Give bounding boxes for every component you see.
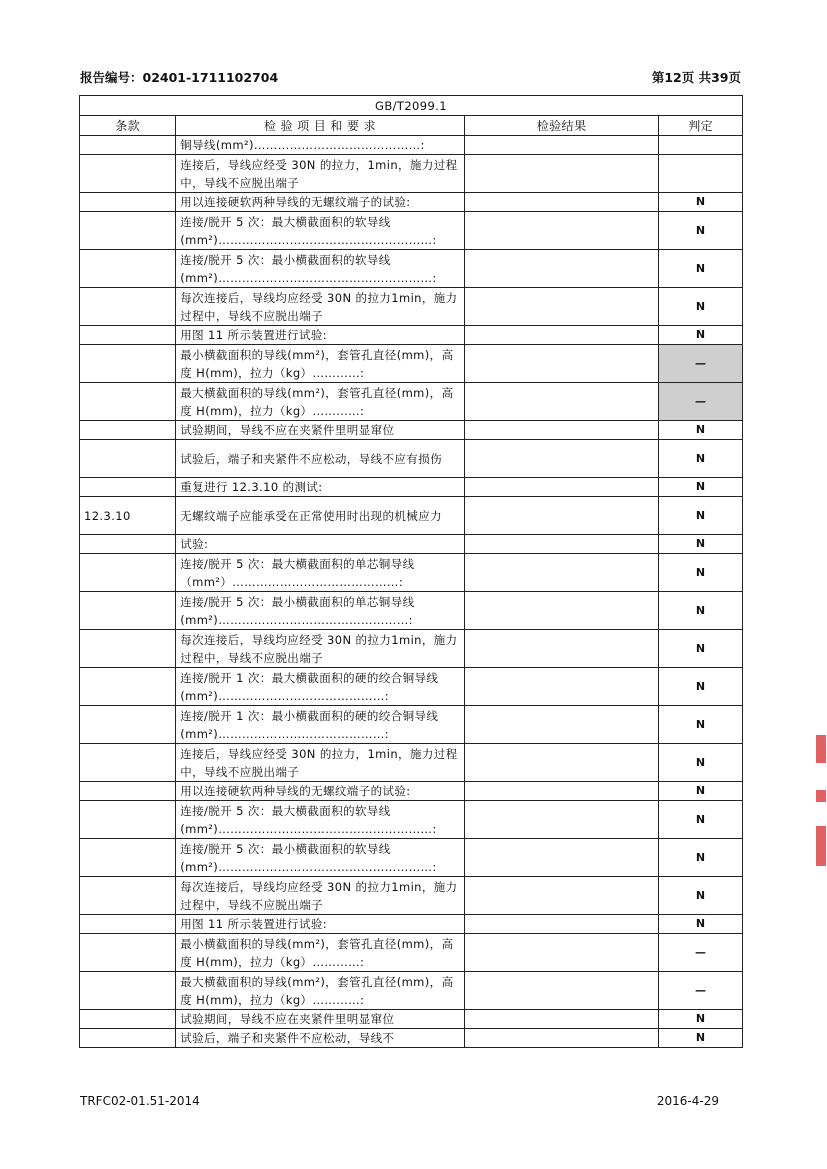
- table-row: [80, 706, 743, 744]
- table-row: [80, 250, 743, 288]
- cell-result: [464, 1029, 659, 1048]
- table-row: [80, 782, 743, 801]
- cell-result: [464, 915, 659, 934]
- cell-verdict: N: [659, 877, 743, 915]
- cell-clause: [80, 212, 176, 250]
- table-row: [80, 478, 743, 497]
- cell-item: 每次连接后，导线均应经受 30N 的拉力1min，施力过程中，导线不应脱出端子: [176, 288, 465, 326]
- cell-clause: [80, 136, 176, 155]
- cell-item: 试验后，端子和夹紧件不应松动，导线不: [176, 1029, 465, 1048]
- table-row: [80, 1010, 743, 1029]
- cell-item: 最大横截面积的导线(mm²)，套管孔直径(mm)，高度 H(mm)，拉力（kg）…………:: [176, 383, 465, 421]
- cell-clause: [80, 554, 176, 592]
- cell-verdict: N: [659, 326, 743, 345]
- cell-item: 连接/脱开 5 次：最大横截面积的软导线(mm²)………………………………………………:: [176, 212, 465, 250]
- cell-result: [464, 592, 659, 630]
- cell-clause: [80, 326, 176, 345]
- table-row: [80, 668, 743, 706]
- cell-result: [464, 972, 659, 1010]
- cell-result: [464, 212, 659, 250]
- cell-clause: [80, 782, 176, 801]
- cell-result: [464, 155, 659, 193]
- cell-item: 连接/脱开 5 次：最大横截面积的软导线(mm²)………………………………………………:: [176, 801, 465, 839]
- cell-verdict: N: [659, 592, 743, 630]
- cell-verdict: —: [659, 972, 743, 1010]
- cell-clause: [80, 801, 176, 839]
- cell-result: [464, 383, 659, 421]
- column-header-result: 检验结果: [464, 116, 659, 136]
- cell-result: [464, 535, 659, 554]
- cell-clause: [80, 706, 176, 744]
- table-row: [80, 383, 743, 421]
- cell-verdict: —: [659, 934, 743, 972]
- cell-result: [464, 744, 659, 782]
- table-row: [80, 136, 743, 155]
- cell-verdict: N: [659, 782, 743, 801]
- cell-verdict: N: [659, 554, 743, 592]
- form-number: TRFC02-01.51-2014: [80, 1094, 200, 1108]
- column-header-clause: 条款: [80, 116, 176, 136]
- cell-clause: [80, 630, 176, 668]
- cell-result: [464, 554, 659, 592]
- cell-clause: [80, 1029, 176, 1048]
- cell-verdict: N: [659, 421, 743, 440]
- table-row: [80, 801, 743, 839]
- standard-name: GB/T2099.1: [80, 96, 743, 116]
- cell-verdict: N: [659, 1010, 743, 1029]
- cell-verdict: N: [659, 535, 743, 554]
- cell-item: 连接/脱开 5 次：最小横截面积的软导线(mm²)………………………………………………:: [176, 839, 465, 877]
- table-row: [80, 155, 743, 193]
- cell-verdict: N: [659, 288, 743, 326]
- cell-clause: 12.3.10: [80, 497, 176, 535]
- cell-clause: [80, 839, 176, 877]
- cell-verdict: N: [659, 706, 743, 744]
- cell-result: [464, 136, 659, 155]
- cell-result: [464, 668, 659, 706]
- cell-clause: [80, 972, 176, 1010]
- table-row: [80, 934, 743, 972]
- cell-clause: [80, 345, 176, 383]
- cell-verdict: N: [659, 193, 743, 212]
- cell-result: [464, 440, 659, 478]
- cell-verdict: [659, 136, 743, 155]
- cell-clause: [80, 877, 176, 915]
- cell-result: [464, 934, 659, 972]
- cell-verdict: —: [659, 383, 743, 421]
- cell-verdict: N: [659, 744, 743, 782]
- stamp-mark-fragment: [816, 790, 826, 802]
- cell-verdict: N: [659, 478, 743, 497]
- stamp-mark-fragment: [816, 735, 826, 763]
- table-row: [80, 440, 743, 478]
- cell-item: 连接后，导线应经受 30N 的拉力，1min，施力过程中，导线不应脱出端子: [176, 744, 465, 782]
- cell-clause: [80, 250, 176, 288]
- cell-clause: [80, 421, 176, 440]
- cell-item: 连接/脱开 5 次：最小横截面积的软导线(mm²)………………………………………………:: [176, 250, 465, 288]
- table-row: [80, 326, 743, 345]
- column-header-row: [80, 116, 743, 136]
- table-row: [80, 288, 743, 326]
- cell-item: 连接/脱开 1 次：最小横截面积的硬的绞合铜导线(mm²)……………………………………:: [176, 706, 465, 744]
- table-row: [80, 630, 743, 668]
- column-header-verdict: 判定: [659, 116, 743, 136]
- cell-result: [464, 421, 659, 440]
- cell-result: [464, 497, 659, 535]
- cell-result: [464, 801, 659, 839]
- cell-item: 最小横截面积的导线(mm²)，套管孔直径(mm)，高度 H(mm)，拉力（kg）…………:: [176, 934, 465, 972]
- cell-result: [464, 326, 659, 345]
- cell-clause: [80, 193, 176, 212]
- cell-result: [464, 478, 659, 497]
- cell-clause: [80, 668, 176, 706]
- cell-clause: [80, 383, 176, 421]
- cell-result: [464, 782, 659, 801]
- cell-verdict: N: [659, 212, 743, 250]
- cell-verdict: N: [659, 440, 743, 478]
- cell-item: 试验后，端子和夹紧件不应松动，导线不应有损伤: [176, 440, 465, 478]
- cell-verdict: N: [659, 915, 743, 934]
- page-indicator: 第12页 共39页: [651, 70, 741, 85]
- cell-item: 连接/脱开 1 次：最大横截面积的硬的绞合铜导线(mm²)……………………………………:: [176, 668, 465, 706]
- cell-verdict: N: [659, 250, 743, 288]
- table-row: [80, 915, 743, 934]
- cell-verdict: N: [659, 497, 743, 535]
- cell-clause: [80, 440, 176, 478]
- table-row: [80, 1029, 743, 1048]
- cell-clause: [80, 155, 176, 193]
- cell-item: 用图 11 所示装置进行试验:: [176, 326, 465, 345]
- table-row: [80, 345, 743, 383]
- cell-result: [464, 877, 659, 915]
- cell-item: 铜导线(mm²)……………………………………:: [176, 136, 465, 155]
- cell-clause: [80, 744, 176, 782]
- cell-item: 用图 11 所示装置进行试验:: [176, 915, 465, 934]
- cell-item: 最小横截面积的导线(mm²)，套管孔直径(mm)，高度 H(mm)，拉力（kg）…………:: [176, 345, 465, 383]
- column-header-item: 检 验 项 目 和 要 求: [176, 116, 465, 136]
- table-row: [80, 592, 743, 630]
- cell-clause: [80, 915, 176, 934]
- cell-verdict: N: [659, 839, 743, 877]
- cell-item: 重复进行 12.3.10 的测试:: [176, 478, 465, 497]
- table-row: [80, 193, 743, 212]
- cell-item: 无螺纹端子应能承受在正常使用时出现的机械应力: [176, 497, 465, 535]
- cell-result: [464, 706, 659, 744]
- table-row: [80, 839, 743, 877]
- inspection-table: [79, 95, 743, 1048]
- cell-clause: [80, 934, 176, 972]
- cell-item: 试验期间，导线不应在夹紧件里明显窜位: [176, 1010, 465, 1029]
- cell-result: [464, 288, 659, 326]
- cell-clause: [80, 478, 176, 497]
- cell-item: 每次连接后，导线均应经受 30N 的拉力1min，施力过程中，导线不应脱出端子: [176, 630, 465, 668]
- footer-date: 2016-4-29: [656, 1094, 719, 1108]
- cell-result: [464, 630, 659, 668]
- table-row: [80, 554, 743, 592]
- stamp-mark-fragment: [816, 826, 826, 866]
- cell-clause: [80, 592, 176, 630]
- cell-item: 每次连接后，导线均应经受 30N 的拉力1min，施力过程中，导线不应脱出端子: [176, 877, 465, 915]
- cell-result: [464, 839, 659, 877]
- cell-verdict: N: [659, 1029, 743, 1048]
- cell-verdict: N: [659, 630, 743, 668]
- table-row: [80, 535, 743, 554]
- cell-verdict: N: [659, 668, 743, 706]
- cell-clause: [80, 1010, 176, 1029]
- cell-item: 连接/脱开 5 次：最小横截面积的单芯铜导线(mm²)…………………………………………:: [176, 592, 465, 630]
- table-row: [80, 972, 743, 1010]
- table-row: [80, 212, 743, 250]
- cell-result: [464, 345, 659, 383]
- cell-item: 连接/脱开 5 次：最大横截面积的单芯铜导线（mm²）……………………………………:: [176, 554, 465, 592]
- cell-clause: [80, 535, 176, 554]
- cell-item: 用以连接硬软两种导线的无螺纹端子的试验:: [176, 782, 465, 801]
- cell-verdict: [659, 155, 743, 193]
- cell-item: 试验期间，导线不应在夹紧件里明显窜位: [176, 421, 465, 440]
- table-row: [80, 497, 743, 535]
- table-row: [80, 744, 743, 782]
- cell-verdict: —: [659, 345, 743, 383]
- cell-item: 连接后，导线应经受 30N 的拉力，1min，施力过程中，导线不应脱出端子: [176, 155, 465, 193]
- cell-item: 用以连接硬软两种导线的无螺纹端子的试验:: [176, 193, 465, 212]
- cell-result: [464, 250, 659, 288]
- cell-item: 最大横截面积的导线(mm²)，套管孔直径(mm)，高度 H(mm)，拉力（kg）…………:: [176, 972, 465, 1010]
- table-row: [80, 421, 743, 440]
- report-number: 报告编号：02401-1711102704: [80, 70, 279, 85]
- table-row: [80, 877, 743, 915]
- cell-clause: [80, 288, 176, 326]
- standard-row: [80, 96, 743, 116]
- cell-item: 试验:: [176, 535, 465, 554]
- cell-result: [464, 1010, 659, 1029]
- cell-verdict: N: [659, 801, 743, 839]
- cell-result: [464, 193, 659, 212]
